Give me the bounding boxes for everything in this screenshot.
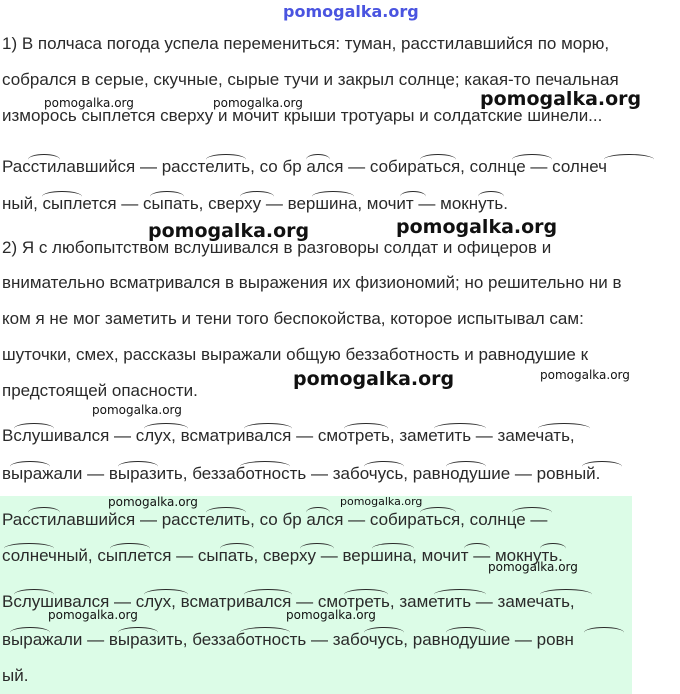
watermark: pomogalka.org [44, 96, 134, 110]
root-arc-mark [118, 461, 158, 472]
highlighted-line: ый. [2, 666, 29, 685]
root-arc-mark [206, 507, 246, 518]
root-arc-mark [14, 423, 54, 434]
root-arc-mark [110, 543, 150, 554]
watermark: pomogalka.org [148, 220, 310, 242]
root-arc-mark [372, 543, 414, 554]
root-arc-mark [28, 507, 60, 518]
root-arc-mark [434, 423, 486, 434]
root-arc-mark [42, 191, 82, 202]
root-arc-mark [540, 543, 566, 554]
watermark: pomogalka.org [540, 368, 630, 382]
root-arc-mark [582, 461, 622, 472]
task2-line: внимательно всматривался в выражения их физиономий; но решительно ни в [2, 273, 622, 292]
watermark: pomogalka.org [488, 560, 578, 574]
task1-line: собрался в серые, скучные, сырые тучи и закрыл солнце; какая-то печальная [2, 70, 619, 89]
root-arc-mark [538, 423, 590, 434]
watermark: pomogalka.org [213, 96, 303, 110]
root-arc-mark [584, 627, 624, 638]
watermark: pomogalka.org [286, 608, 376, 622]
root-arc-mark [150, 191, 184, 202]
root-arc-mark [540, 589, 592, 600]
watermark: pomogalka.org [48, 608, 138, 622]
root-arc-mark [464, 543, 490, 554]
root-arc-mark [312, 191, 354, 202]
root-arc-mark [400, 191, 426, 202]
root-arc-mark [446, 627, 486, 638]
watermark: pomogalka.org [340, 495, 423, 508]
root-arc-mark [28, 154, 60, 165]
answer2-line: Вслушивался — слух, всматривался — смотреть, заметить — замечать, [2, 426, 575, 445]
root-arc-mark [244, 423, 292, 434]
root-arc-mark [344, 589, 388, 600]
root-arc-mark [300, 543, 334, 554]
root-arc-mark [420, 154, 456, 165]
root-arc-mark [512, 507, 552, 518]
site-logo[interactable]: pomogalka.org [283, 2, 419, 21]
root-arc-mark [10, 627, 50, 638]
root-arc-mark [220, 543, 254, 554]
root-arc-mark [478, 191, 504, 202]
watermark: pomogalka.org [108, 495, 198, 509]
watermark: pomogalka.org [480, 88, 642, 110]
root-arc-mark [14, 589, 54, 600]
task2-line: ком я не мог заметить и тени того беспокойства, которое испытывал сам: [2, 309, 584, 328]
root-arc-mark [144, 423, 188, 434]
task2-line: предстоящей опасности. [2, 381, 198, 400]
root-arc-mark [364, 627, 404, 638]
root-arc-mark [306, 507, 330, 518]
root-arc-mark [512, 154, 552, 165]
root-arc-mark [206, 154, 246, 165]
watermark: pomogalka.org [92, 403, 182, 417]
root-arc-mark [244, 589, 292, 600]
task2-line: 2) Я с любопытством вслушивался в разговоры солдат и офицеров и [2, 238, 552, 257]
root-arc-mark [364, 461, 404, 472]
answer2-line: выражали — выразить, беззаботность — забочусь, равнодушие — ровный. [2, 464, 601, 483]
root-arc-mark [4, 543, 54, 554]
root-arc-mark [240, 461, 290, 472]
root-arc-mark [604, 154, 654, 165]
root-arc-mark [240, 627, 290, 638]
highlighted-line: Расстилавшийся — расстелить, со бр ался — собираться, солнце — [2, 510, 548, 529]
root-arc-mark [10, 461, 50, 472]
answer1-line: ный, сыплется — сыпать, сверху — вершина, мочит — мокнуть. [2, 194, 508, 213]
root-arc-mark [306, 154, 330, 165]
root-arc-mark [240, 191, 274, 202]
root-arc-mark [144, 589, 188, 600]
task1-line: 1) В полчаса погода успела перемениться: туман, расстилавшийся по морю, [2, 34, 610, 53]
highlighted-line: Вслушивался — слух, всматривался — смотреть, заметить — замечать, [2, 592, 575, 611]
root-arc-mark [420, 507, 456, 518]
root-arc-mark [344, 423, 388, 434]
highlighted-line: выражали — выразить, беззаботность — забочусь, равнодушие — ровн [2, 630, 574, 649]
watermark: pomogalka.org [396, 216, 558, 238]
task2-line: шуточки, смех, рассказы выражали общую беззаботность и равнодушие к [2, 345, 589, 364]
task1-line: изморось сыплется сверху и мочит крыши тротуары и солдатские шинели... [2, 106, 603, 125]
root-arc-mark [434, 589, 486, 600]
watermark: pomogalka.org [293, 368, 455, 390]
highlighted-line: солнечный, сыплется — сыпать, сверху — вершина, мочит — мокнуть. [2, 546, 563, 565]
root-arc-mark [446, 461, 486, 472]
answer1-line: Расстилавшийся — расстелить, со бр ался — собираться, солнце — солнеч [2, 157, 607, 176]
root-arc-mark [118, 627, 158, 638]
